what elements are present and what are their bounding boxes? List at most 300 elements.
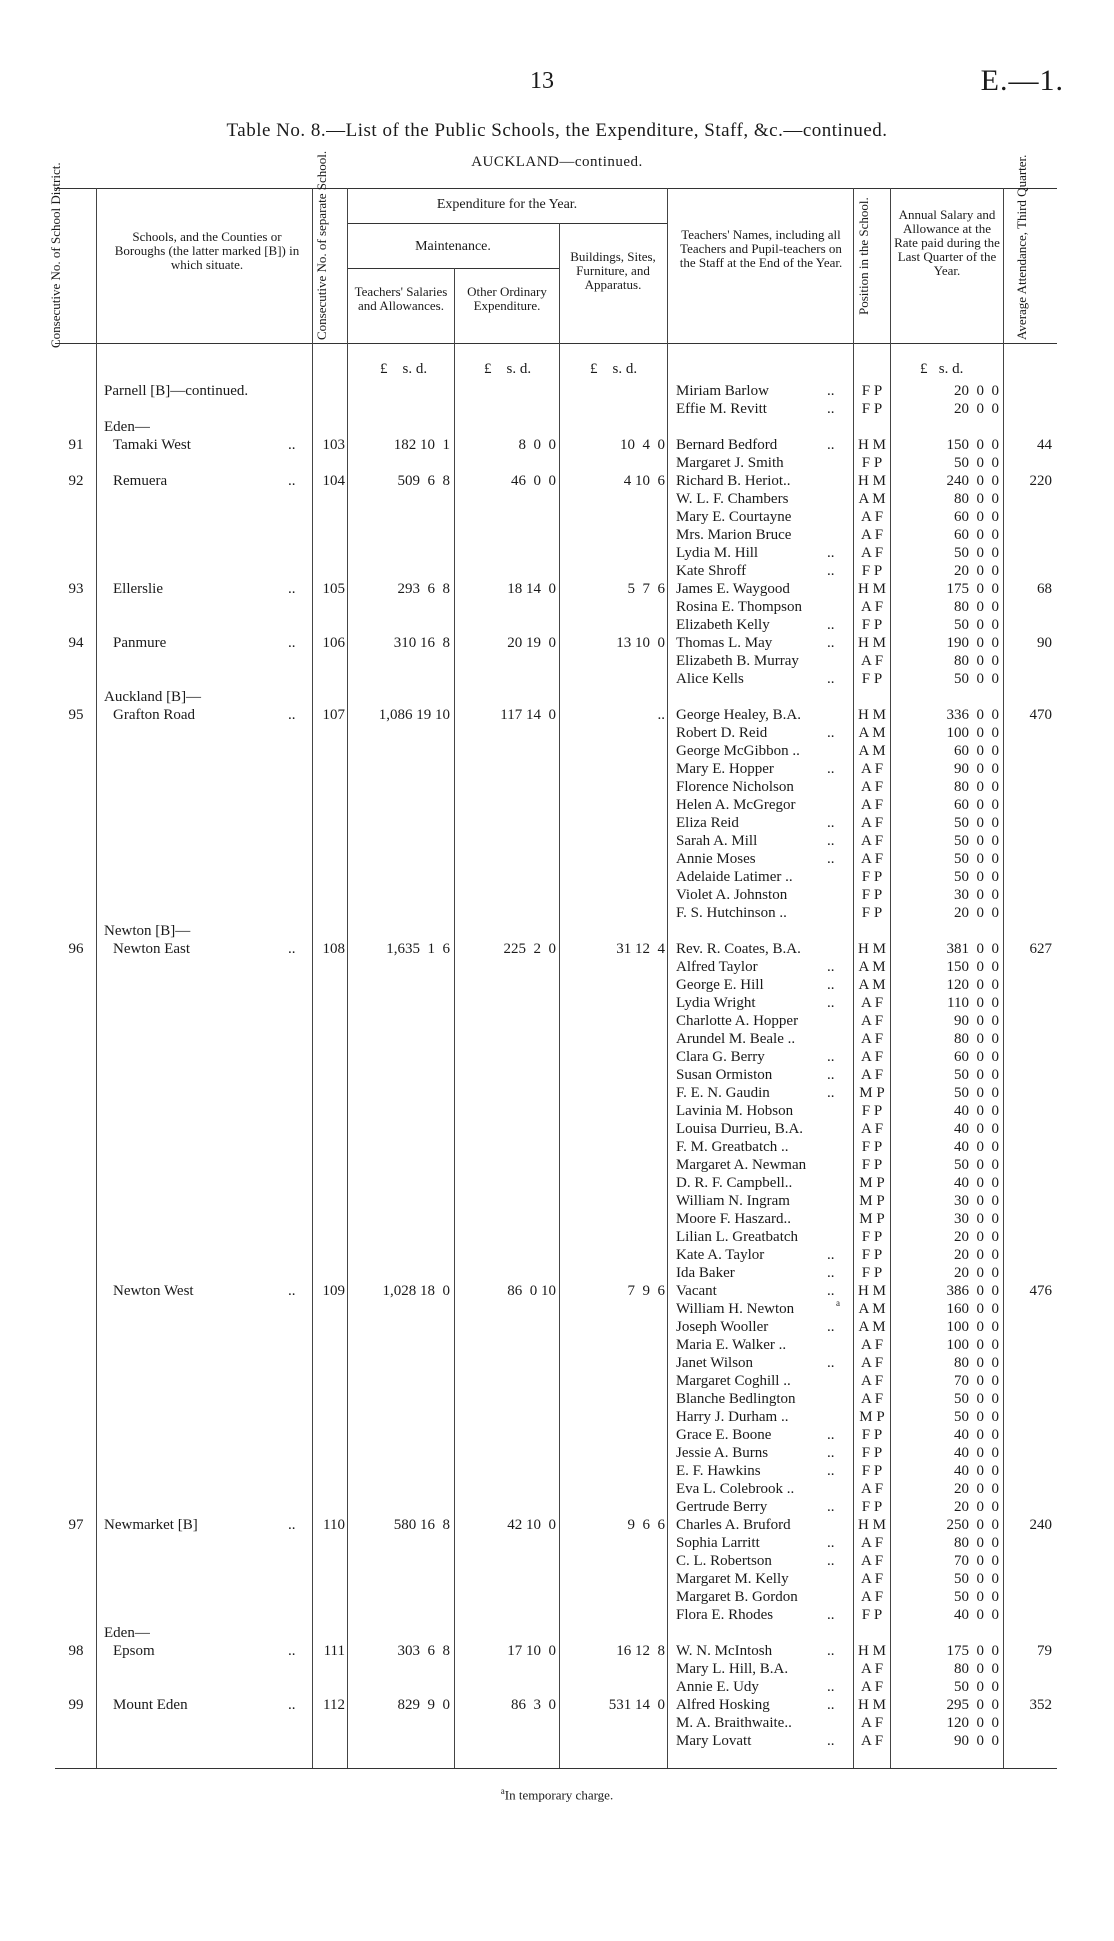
- buildings-amount: 5 7 6: [627, 581, 665, 597]
- teacher-name: Adelaide Latimer ..: [676, 869, 793, 885]
- teacher-leader-dots: ..: [827, 1607, 835, 1623]
- school-name: Epsom: [113, 1643, 155, 1659]
- other-expenditure-amount: 86 0 10: [507, 1283, 556, 1299]
- buildings-amount: 4 10 6: [623, 473, 665, 489]
- teacher-position: A M: [858, 1319, 886, 1335]
- teacher-name: Lavinia M. Hobson: [676, 1103, 794, 1119]
- buildings-amount: 13 10 0: [616, 635, 665, 651]
- header-district-no: Consecutive No. of School District.: [48, 162, 63, 348]
- teacher-leader-dots: ..: [827, 1355, 835, 1371]
- teacher-position: A M: [858, 743, 886, 759]
- teacher-position: A F: [860, 1013, 884, 1029]
- teacher-salary: 120 0 0: [946, 1715, 999, 1731]
- teacher-position: A F: [860, 797, 884, 813]
- teacher-salary: 80 0 0: [954, 599, 999, 615]
- header-expenditure: Expenditure for the Year.: [436, 197, 578, 212]
- teacher-position: F P: [861, 1607, 883, 1623]
- teacher-leader-dots: ..: [827, 545, 835, 561]
- teacher-name: F. S. Hutchinson ..: [676, 905, 787, 921]
- teacher-position: A M: [858, 977, 886, 993]
- school-name: Panmure: [113, 635, 167, 651]
- teacher-salary: 20 0 0: [954, 563, 999, 579]
- teacher-name: Maria E. Walker ..: [676, 1337, 787, 1353]
- teacher-position: F P: [861, 1265, 883, 1281]
- units-teachers-salaries: £ s. d.: [380, 361, 428, 377]
- teacher-position: M P: [859, 1211, 885, 1227]
- header-bottom-rule: [55, 343, 1057, 344]
- teacher-salary: 60 0 0: [954, 743, 999, 759]
- teacher-position: A F: [860, 509, 884, 525]
- teacher-name: W. L. F. Chambers: [676, 491, 789, 507]
- district-number: 99: [68, 1697, 84, 1713]
- teacher-position: A M: [858, 491, 886, 507]
- school-number: 105: [322, 581, 345, 597]
- school-number: 108: [322, 941, 345, 957]
- average-attendance: 476: [1029, 1283, 1052, 1299]
- teacher-salary: 50 0 0: [954, 1571, 999, 1587]
- teacher-salary: 70 0 0: [954, 1373, 999, 1389]
- teacher-salary: 70 0 0: [954, 1553, 999, 1569]
- school-name: Grafton Road: [113, 707, 196, 723]
- teacher-position: H M: [858, 581, 886, 597]
- teacher-position: M P: [859, 1193, 885, 1209]
- teacher-position: F P: [861, 617, 883, 633]
- teacher-position: A F: [860, 1553, 884, 1569]
- other-expenditure-amount: 8 0 0: [518, 437, 556, 453]
- teacher-name: Eliza Reid: [676, 815, 739, 831]
- teacher-leader-dots: ..: [827, 1553, 835, 1569]
- school-name: Eden—: [104, 1625, 150, 1641]
- teacher-salary: 40 0 0: [954, 1103, 999, 1119]
- teacher-position: H M: [858, 437, 886, 453]
- other-expenditure-amount: 117 14 0: [500, 707, 556, 723]
- teacher-salary: 60 0 0: [954, 797, 999, 813]
- teacher-name: Harry J. Durham ..: [676, 1409, 789, 1425]
- school-number: 106: [322, 635, 345, 651]
- district-number: 97: [68, 1517, 84, 1533]
- teacher-position: F P: [861, 1103, 883, 1119]
- units-salary: £ s. d.: [920, 361, 964, 377]
- other-expenditure-amount: 86 3 0: [511, 1697, 556, 1713]
- average-attendance: 240: [1029, 1517, 1052, 1533]
- teachers-salaries-amount: 1,028 18 0: [382, 1283, 450, 1299]
- teacher-leader-dots: ..: [827, 1643, 835, 1659]
- teacher-position: A F: [860, 1337, 884, 1353]
- teacher-name: Kate Shroff: [676, 563, 747, 579]
- teacher-name: Mary E. Hopper: [676, 761, 774, 777]
- teacher-leader-dots: ..: [827, 383, 835, 399]
- teacher-name: E. F. Hawkins: [676, 1463, 761, 1479]
- teacher-salary: 50 0 0: [954, 1085, 999, 1101]
- teacher-leader-dots: ..: [827, 563, 835, 579]
- col-divider-3: [347, 188, 348, 1768]
- teacher-salary: 100 0 0: [946, 1337, 999, 1353]
- teacher-name: Elizabeth B. Murray: [676, 653, 799, 669]
- teacher-position: A F: [860, 1121, 884, 1137]
- teacher-position: A F: [860, 833, 884, 849]
- header-position: Position in the School.: [856, 197, 871, 315]
- teacher-position: A F: [860, 1481, 884, 1497]
- teacher-name: Lydia M. Hill: [676, 545, 759, 561]
- teacher-name: Mary E. Courtayne: [676, 509, 792, 525]
- teacher-position: A F: [860, 1571, 884, 1587]
- teacher-position: H M: [858, 1643, 886, 1659]
- footnote-marker: a: [836, 1298, 840, 1308]
- teacher-position: F P: [861, 905, 883, 921]
- buildings-amount: 10 4 0: [620, 437, 665, 453]
- teacher-name: F. M. Greatbatch ..: [676, 1139, 789, 1155]
- teacher-position: F P: [861, 1229, 883, 1245]
- teacher-name: Alfred Hosking: [676, 1697, 770, 1713]
- school-number: 111: [323, 1643, 345, 1659]
- teacher-salary: 20 0 0: [954, 1229, 999, 1245]
- teacher-salary: 40 0 0: [954, 1445, 999, 1461]
- teacher-name: Sophia Larritt: [676, 1535, 760, 1551]
- teacher-name: C. L. Robertson: [676, 1553, 772, 1569]
- school-number: 110: [323, 1517, 345, 1533]
- teacher-salary: 80 0 0: [954, 1355, 999, 1371]
- teacher-salary: 50 0 0: [954, 815, 999, 831]
- table-bottom-rule: [55, 1768, 1057, 1769]
- teacher-salary: 60 0 0: [954, 509, 999, 525]
- teacher-position: F P: [861, 1139, 883, 1155]
- teacher-leader-dots: ..: [827, 437, 835, 453]
- teacher-name: Annie E. Udy: [676, 1679, 759, 1695]
- header-salary: Annual Salary and Allowance at the Rate paid during the Last Quarter of the Year.: [894, 207, 1000, 278]
- teacher-salary: 90 0 0: [954, 761, 999, 777]
- teacher-salary: 250 0 0: [946, 1517, 999, 1533]
- teacher-name: George E. Hill: [676, 977, 764, 993]
- teacher-name: Thomas L. May: [676, 635, 773, 651]
- teacher-name: Lydia Wright: [676, 995, 756, 1011]
- teacher-position: F P: [861, 1463, 883, 1479]
- other-expenditure-amount: 225 2 0: [503, 941, 556, 957]
- table-title: Table No. 8.—List of the Public Schools, the Expenditure, Staff, &c.—continued.: [226, 120, 888, 141]
- col-divider-6: [667, 188, 668, 1768]
- school-number: 104: [322, 473, 345, 489]
- teacher-leader-dots: ..: [827, 1283, 835, 1299]
- teacher-salary: 30 0 0: [954, 1193, 999, 1209]
- teacher-salary: 20 0 0: [954, 905, 999, 921]
- teacher-salary: 336 0 0: [946, 707, 999, 723]
- teacher-leader-dots: ..: [827, 1067, 835, 1083]
- teacher-salary: 20 0 0: [954, 383, 999, 399]
- buildings-amount: 9 6 6: [627, 1517, 665, 1533]
- teacher-name: W. N. McIntosh: [676, 1643, 773, 1659]
- teacher-salary: 90 0 0: [954, 1733, 999, 1749]
- teacher-name: George Healey, B.A.: [676, 707, 801, 723]
- teacher-position: H M: [858, 635, 886, 651]
- teacher-name: Gertrude Berry: [676, 1499, 768, 1515]
- teacher-name: Rosina E. Thompson: [676, 599, 802, 615]
- teacher-position: H M: [858, 1517, 886, 1533]
- district-number: 94: [68, 635, 84, 651]
- school-name: Newmarket [B]: [104, 1517, 198, 1533]
- teacher-leader-dots: ..: [827, 671, 835, 687]
- teacher-leader-dots: ..: [827, 725, 835, 741]
- teachers-salaries-amount: 293 6 8: [397, 581, 450, 597]
- school-name: Parnell [B]—continued.: [104, 383, 249, 399]
- teacher-name: Alfred Taylor: [676, 959, 758, 975]
- teacher-name: Kate A. Taylor: [676, 1247, 765, 1263]
- header-maintenance: Maintenance.: [415, 239, 491, 254]
- teacher-leader-dots: ..: [827, 1499, 835, 1515]
- teacher-salary: 50 0 0: [954, 869, 999, 885]
- teacher-salary: 50 0 0: [954, 833, 999, 849]
- teacher-position: A F: [860, 653, 884, 669]
- teacher-position: A F: [860, 779, 884, 795]
- buildings-amount: ..: [657, 707, 665, 723]
- buildings-amount: 531 14 0: [608, 1697, 665, 1713]
- teacher-name: Mary L. Hill, B.A.: [676, 1661, 789, 1677]
- teacher-name: Mary Lovatt: [676, 1733, 752, 1749]
- other-expenditure-amount: 20 19 0: [507, 635, 556, 651]
- teacher-name: Jessie A. Burns: [676, 1445, 769, 1461]
- teacher-position: A F: [860, 599, 884, 615]
- teacher-name: James E. Waygood: [676, 581, 790, 597]
- teacher-salary: 50 0 0: [954, 617, 999, 633]
- teacher-salary: 50 0 0: [954, 1409, 999, 1425]
- teacher-salary: 40 0 0: [954, 1139, 999, 1155]
- teacher-name: Louisa Durrieu, B.A.: [676, 1121, 804, 1137]
- teacher-leader-dots: ..: [827, 1463, 835, 1479]
- teachers-salaries-amount: 829 9 0: [397, 1697, 450, 1713]
- units-other-expenditure: £ s. d.: [484, 361, 532, 377]
- school-leader-dots: ..: [288, 635, 296, 651]
- school-name: Ellerslie: [113, 581, 163, 597]
- teacher-salary: 50 0 0: [954, 1589, 999, 1605]
- teacher-leader-dots: ..: [827, 1049, 835, 1065]
- teacher-position: F P: [861, 1247, 883, 1263]
- header-buildings: Buildings, Sites, Furniture, and Apparatus.: [570, 249, 656, 292]
- teacher-salary: 295 0 0: [946, 1697, 999, 1713]
- header-teachers-salaries: Teachers' Salaries and Allowances.: [354, 284, 448, 313]
- teacher-salary: 80 0 0: [954, 1661, 999, 1677]
- teacher-position: H M: [858, 1283, 886, 1299]
- teacher-name: Florence Nicholson: [676, 779, 794, 795]
- teacher-leader-dots: ..: [827, 1265, 835, 1281]
- school-leader-dots: ..: [288, 1697, 296, 1713]
- document-reference: E.—1.: [980, 64, 1064, 97]
- teacher-position: M P: [859, 1175, 885, 1191]
- teacher-position: A F: [860, 761, 884, 777]
- teacher-name: Margaret J. Smith: [676, 455, 784, 471]
- teacher-name: William N. Ingram: [676, 1193, 790, 1209]
- teacher-salary: 80 0 0: [954, 1031, 999, 1047]
- header-school-no: Consecutive No. of separate School.: [314, 150, 329, 340]
- teacher-salary: 160 0 0: [946, 1301, 999, 1317]
- teacher-name: Effie M. Revitt: [676, 401, 767, 417]
- teacher-salary: 120 0 0: [946, 977, 999, 993]
- buildings-amount: 31 12 4: [616, 941, 665, 957]
- expenditure-rule: [347, 223, 667, 224]
- teacher-position: A F: [860, 1715, 884, 1731]
- teacher-salary: 40 0 0: [954, 1607, 999, 1623]
- school-number: 107: [322, 707, 345, 723]
- teacher-leader-dots: ..: [827, 1247, 835, 1263]
- teacher-leader-dots: ..: [827, 977, 835, 993]
- teacher-name: Rev. R. Coates, B.A.: [676, 941, 801, 957]
- teacher-name: Blanche Bedlington: [676, 1391, 796, 1407]
- teacher-salary: 30 0 0: [954, 887, 999, 903]
- teacher-name: William H. Newton: [676, 1301, 795, 1317]
- teacher-name: Eva L. Colebrook ..: [676, 1481, 795, 1497]
- school-name: Auckland [B]—: [104, 689, 202, 705]
- average-attendance: 220: [1029, 473, 1052, 489]
- header-schools: Schools, and the Counties or Boroughs (the latter marked [B]) in which situate.: [114, 229, 300, 272]
- table-top-rule: [55, 188, 1057, 189]
- teacher-name: Flora E. Rhodes: [676, 1607, 774, 1623]
- teacher-leader-dots: ..: [827, 1679, 835, 1695]
- teacher-leader-dots: ..: [827, 617, 835, 633]
- teacher-position: A F: [860, 1049, 884, 1065]
- teacher-salary: 50 0 0: [954, 1679, 999, 1695]
- teacher-name: Margaret B. Gordon: [676, 1589, 798, 1605]
- school-name: Eden—: [104, 419, 150, 435]
- teacher-position: M P: [859, 1409, 885, 1425]
- average-attendance: 79: [1037, 1643, 1052, 1659]
- teacher-position: F P: [861, 563, 883, 579]
- teacher-salary: 60 0 0: [954, 1049, 999, 1065]
- buildings-amount: 16 12 8: [616, 1643, 665, 1659]
- teacher-name: Moore F. Haszard..: [676, 1211, 792, 1227]
- other-expenditure-amount: 42 10 0: [507, 1517, 556, 1533]
- school-leader-dots: ..: [288, 437, 296, 453]
- teacher-position: H M: [858, 707, 886, 723]
- teacher-salary: 40 0 0: [954, 1427, 999, 1443]
- col-divider-4: [454, 268, 455, 1768]
- other-expenditure-amount: 46 0 0: [511, 473, 556, 489]
- teacher-position: A F: [860, 1733, 884, 1749]
- teacher-name: F. E. N. Gaudin: [676, 1085, 770, 1101]
- average-attendance: 90: [1037, 635, 1052, 651]
- district-number: 92: [68, 473, 84, 489]
- teachers-salaries-amount: 1,086 19 10: [378, 707, 450, 723]
- teacher-position: F P: [861, 383, 883, 399]
- school-number: 112: [323, 1697, 345, 1713]
- teacher-leader-dots: ..: [827, 761, 835, 777]
- teacher-position: A F: [860, 815, 884, 831]
- school-leader-dots: ..: [288, 473, 296, 489]
- teacher-name: Annie Moses: [676, 851, 756, 867]
- teacher-name: Clara G. Berry: [676, 1049, 765, 1065]
- school-name: Newton East: [113, 941, 191, 957]
- header-teacher-names: Teachers' Names, including all Teachers and Pupil-teachers on the Staff at the End of the Year.: [679, 227, 843, 270]
- teacher-name: Mrs. Marion Bruce: [676, 527, 792, 543]
- teacher-salary: 50 0 0: [954, 671, 999, 687]
- teacher-leader-dots: ..: [827, 635, 835, 651]
- teacher-leader-dots: ..: [827, 833, 835, 849]
- other-expenditure-amount: 17 10 0: [507, 1643, 556, 1659]
- footnote: $^a$In temporary charge.: [500, 1786, 614, 1803]
- teacher-salary: 50 0 0: [954, 1391, 999, 1407]
- teacher-salary: 20 0 0: [954, 1247, 999, 1263]
- teacher-position: F P: [861, 1427, 883, 1443]
- col-divider-8: [890, 188, 891, 1768]
- teacher-leader-dots: ..: [827, 1319, 835, 1335]
- teacher-salary: 20 0 0: [954, 401, 999, 417]
- teacher-salary: 80 0 0: [954, 653, 999, 669]
- teacher-position: A F: [860, 527, 884, 543]
- teacher-position: A F: [860, 1031, 884, 1047]
- teacher-leader-dots: ..: [827, 1733, 835, 1749]
- teacher-name: Arundel M. Beale ..: [676, 1031, 796, 1047]
- teacher-name: Janet Wilson: [676, 1355, 754, 1371]
- teacher-leader-dots: ..: [827, 995, 835, 1011]
- teacher-name: Robert D. Reid: [676, 725, 768, 741]
- teacher-name: Charlotte A. Hopper: [676, 1013, 799, 1029]
- teachers-salaries-amount: 509 6 8: [397, 473, 450, 489]
- school-name: Newton West: [113, 1283, 194, 1299]
- teacher-salary: 60 0 0: [954, 527, 999, 543]
- school-name: Remuera: [113, 473, 168, 489]
- average-attendance: 352: [1029, 1697, 1052, 1713]
- col-divider-5: [559, 223, 560, 1768]
- teachers-salaries-amount: 182 10 1: [393, 437, 450, 453]
- teacher-name: Margaret A. Newman: [676, 1157, 807, 1173]
- average-attendance: 68: [1037, 581, 1052, 597]
- teacher-salary: 80 0 0: [954, 1535, 999, 1551]
- teacher-leader-dots: ..: [827, 1535, 835, 1551]
- school-number: 103: [322, 437, 345, 453]
- header-other-expenditure: Other Ordinary Expenditure.: [467, 284, 547, 313]
- teacher-leader-dots: ..: [827, 1427, 835, 1443]
- teacher-salary: 80 0 0: [954, 491, 999, 507]
- teacher-name: Susan Ormiston: [676, 1067, 773, 1083]
- teacher-position: A F: [860, 1355, 884, 1371]
- teacher-position: M P: [859, 1085, 885, 1101]
- teachers-salaries-amount: 303 6 8: [397, 1643, 450, 1659]
- teacher-salary: 100 0 0: [946, 1319, 999, 1335]
- teacher-position: F P: [861, 1499, 883, 1515]
- teacher-salary: 40 0 0: [954, 1121, 999, 1137]
- average-attendance: 44: [1037, 437, 1052, 453]
- school-name: Mount Eden: [113, 1697, 188, 1713]
- teacher-salary: 190 0 0: [946, 635, 999, 651]
- district-number: 96: [68, 941, 84, 957]
- teacher-salary: 175 0 0: [946, 1643, 999, 1659]
- teacher-position: A F: [860, 1535, 884, 1551]
- teacher-salary: 50 0 0: [954, 545, 999, 561]
- teacher-name: Sarah A. Mill: [676, 833, 758, 849]
- teacher-leader-dots: ..: [827, 401, 835, 417]
- teacher-salary: 50 0 0: [954, 851, 999, 867]
- teacher-position: F P: [861, 455, 883, 471]
- teacher-salary: 20 0 0: [954, 1265, 999, 1281]
- teacher-salary: 386 0 0: [946, 1283, 999, 1299]
- school-leader-dots: ..: [288, 1283, 296, 1299]
- teacher-position: F P: [861, 1157, 883, 1173]
- teacher-name: Joseph Wooller: [676, 1319, 769, 1335]
- teacher-position: H M: [858, 1697, 886, 1713]
- teacher-name: Ida Baker: [676, 1265, 735, 1281]
- average-attendance: 627: [1029, 941, 1052, 957]
- teacher-position: A F: [860, 1391, 884, 1407]
- table-subtitle: AUCKLAND—continued.: [471, 154, 643, 170]
- teacher-salary: 100 0 0: [946, 725, 999, 741]
- teacher-name: George McGibbon ..: [676, 743, 800, 759]
- teacher-salary: 381 0 0: [946, 941, 999, 957]
- header-attendance: Average Attendance, Third Quarter.: [1014, 154, 1029, 340]
- school-leader-dots: ..: [288, 1517, 296, 1533]
- buildings-amount: 7 9 6: [627, 1283, 665, 1299]
- col-divider-1: [96, 188, 97, 1768]
- teacher-salary: 50 0 0: [954, 1067, 999, 1083]
- teacher-name: Lilian L. Greatbatch: [676, 1229, 799, 1245]
- teacher-name: Richard B. Heriot..: [676, 473, 791, 489]
- teacher-leader-dots: ..: [827, 1085, 835, 1101]
- teacher-leader-dots: ..: [827, 959, 835, 975]
